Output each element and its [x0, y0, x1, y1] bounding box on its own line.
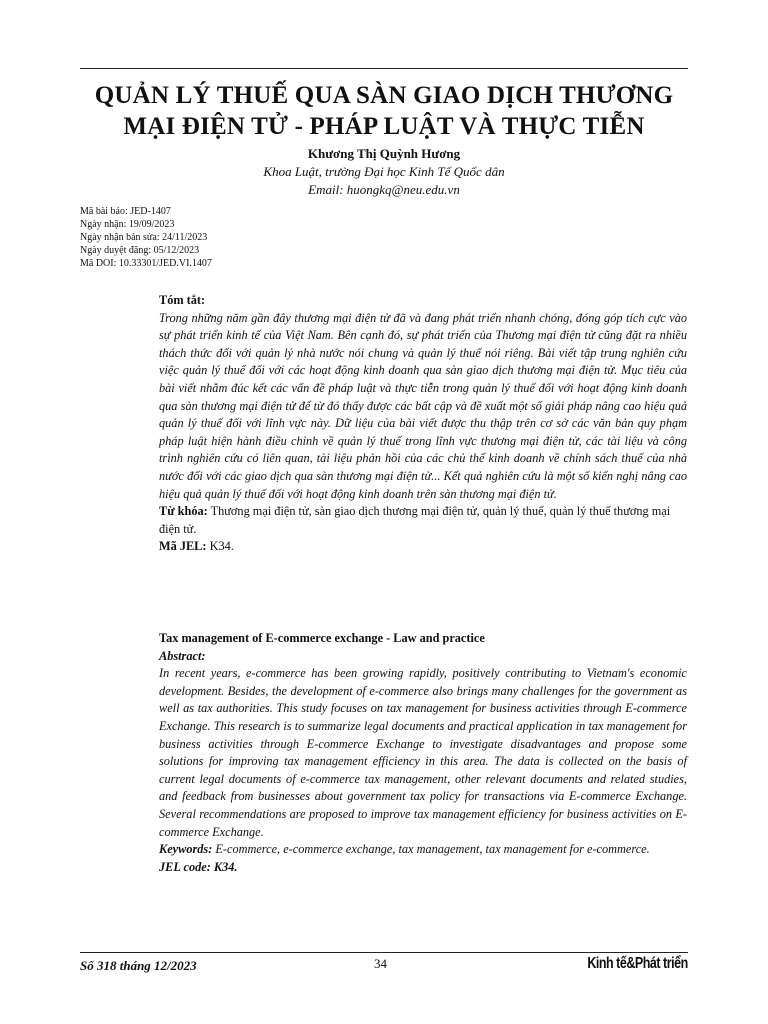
vi-jel [159, 538, 687, 556]
author-email: Email: huongkq@neu.edu.vn [308, 182, 460, 197]
article-meta [80, 205, 212, 270]
author-affiliation: Khoa Luật, trường Đại học Kinh Tế Quốc dân [263, 164, 505, 179]
meta-received-date: Ngày nhận: 19/09/2023 [80, 219, 175, 230]
vi-jel-label: Mã JEL: [159, 539, 207, 554]
vi-keywords [159, 503, 687, 538]
vi-abstract-text: Trong những năm gần đây thương mại điện tử đã và đang phát triển nhanh chóng, đóng góp tích cực vào sự phát triển kinh tế của Việt Nam. Bên cạnh đó, sự phát triển của Thương mại điện tử cũng đặt ra nhiều thách thức đối với quản lý nhà nước nói chung và quản lý thuế nói riêng. Bài viết tập trung nghiên cứu việc quản lý thuế đối với các hoạt động kinh doanh qua sàn giao dịch thương mại điện tử. Mục tiêu của bài viết nhằm đúc kết các vấn đề pháp luật và thực tiễn trong quản lý thuế đối với hoạt động kinh doanh qua sàn thương mại điện tử để từ đó thấy được các bất cập và đề xuất một số giải pháp nâng cao hiệu quả quản lý thuế đối với lĩnh vực này. Dữ liệu của bài viết được thu thập trên cơ sở các văn bản quy phạm pháp luật hiện hành điều chỉnh về quản lý thuế trong lĩnh vực thương mại điện tử, các tài liệu và công trình nghiên cứu có liên quan, tài liệu phản hồi của các chủ thể kinh doanh về chính sách thuế của nhà nước đối với các giao dịch qua sàn thương mại điện tử... Kết quả nghiên cứu là một số kiến nghị nâng cao hiệu quả quản lý thuế đối với hoạt động kinh doanh trên sàn thương mại điện tử. [159, 310, 687, 501]
meta-doi: Mã DOI: 10.33301/JED.VI.1407 [80, 258, 212, 269]
meta-accepted-date: Ngày duyệt đăng: 05/12/2023 [80, 245, 200, 256]
top-rule [80, 68, 688, 69]
vi-keywords-label: Từ khóa: [159, 504, 208, 519]
en-abstract-text: In recent years, e-commerce has been growing rapidly, positively contributing to Vietnam's economic development. Besides, the development of e-commerce also brings many challenges for the government as well as tax authorities. This study focuses on tax management for business activities through E-commerce Exchange. This research is to summarize legal documents and practical application in tax management for business activities through E-commerce Exchange to investigate disadvantages and propose some solutions for improving tax management efficiency in this area. The data is collected on the basis of current legal documents of e-commerce tax management, other relevant documents and related studies, and feedback from businesses about government tax policy for transactions via E-commerce Exchange. Several recommendations are proposed to improve tax management efficiency for business activities on E-commerce Exchange. [159, 666, 687, 839]
meta-revised-date: Ngày nhận bản sửa: 24/11/2023 [80, 232, 208, 243]
meta-article-code: Mã bài báo: JED-1407 [80, 206, 171, 217]
en-keywords-text: E-commerce, e-commerce exchange, tax management, tax management for e-commerce. [215, 842, 650, 857]
page-number: 34 [374, 956, 387, 971]
english-abstract-section [159, 630, 687, 876]
title-line-1: QUẢN LÝ THUẾ QUA SÀN GIAO DỊCH THƯƠNG [94, 82, 674, 109]
issue-number: Số 318 tháng 12/2023 [80, 958, 197, 973]
title-line-2: MẠI ĐIỆN TỬ - PHÁP LUẬT VÀ THỰC TIỄN [123, 113, 645, 140]
author-name: Khương Thị Quỳnh Hương [307, 146, 461, 161]
en-keywords-label: Keywords: [159, 842, 213, 857]
vi-abstract-heading: Tóm tắt: [159, 293, 206, 307]
vietnamese-abstract-section [159, 292, 687, 556]
en-title: Tax management of E-commerce exchange - Law and practice [159, 631, 485, 645]
vi-keywords-text: Thương mại điện tử, sàn giao dịch thương mại điện tử, quản lý thuế, quản lý thuế thương mại điện tử. [159, 504, 671, 536]
footer-rule [80, 952, 688, 953]
journal-logo: Kinh tế&Phát triển [587, 955, 688, 972]
en-abstract-heading: Abstract: [159, 648, 206, 663]
article-title [80, 80, 688, 142]
en-jel-text: K34. [213, 859, 238, 874]
en-jel [159, 859, 687, 877]
en-jel-label: JEL code: [159, 859, 211, 874]
en-keywords [159, 841, 687, 859]
vi-jel-text: K34. [209, 539, 234, 554]
